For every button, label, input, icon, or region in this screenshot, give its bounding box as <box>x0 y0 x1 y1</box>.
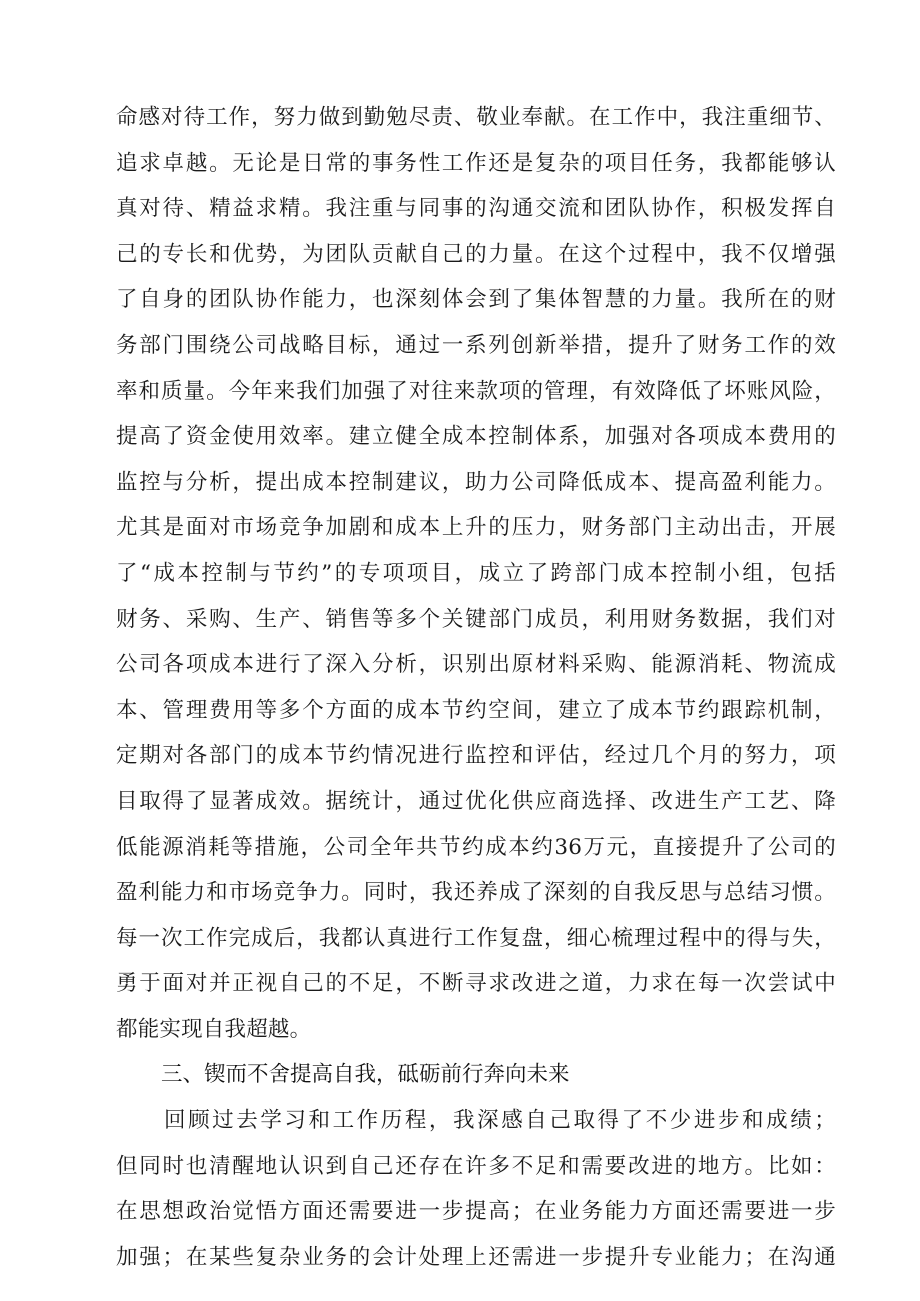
paragraph-line: 本、管理费用等多个方面的成本节约空间，建立了成本节约跟踪机制， <box>116 697 836 723</box>
paragraph-line: 盈利能力和市场竞争力。同时，我还养成了深刻的自我反思与总结习惯。 <box>116 880 836 906</box>
paragraph-line: 率和质量。今年来我们加强了对往来款项的管理，有效降低了坏账风险， <box>116 378 836 404</box>
paragraph-line: 命感对待工作，努力做到勤勉尽责、敬业奉献。在工作中，我注重细节、 <box>116 105 836 130</box>
paragraph-line: 务部门围绕公司战略目标，通过一系列创新举措，提升了财务工作的效 <box>116 332 836 358</box>
paragraph-line: 追求卓越。无论是日常的事务性工作还是复杂的项目任务，我都能够认 <box>116 150 836 176</box>
paragraph-line: 在思想政治觉悟方面还需要进一步提高；在业务能力方面还需要进一步 <box>116 1199 836 1225</box>
paragraph-1 <box>116 95 836 1052</box>
paragraph-line: 了“成本控制与节约”的专项项目，成立了跨部门成本控制小组，包括 <box>116 560 836 586</box>
paragraph-2 <box>116 1098 836 1280</box>
paragraph-line: 每一次工作完成后，我都认真进行工作复盘，细心梳理过程中的得与失， <box>116 925 836 951</box>
paragraph-line: 低能源消耗等措施，公司全年共节约成本约36万元，直接提升了公司的 <box>116 834 836 860</box>
paragraph-line: 勇于面对并正视自己的不足，不断寻求改进之道，力求在每一次尝试中 <box>116 971 836 997</box>
paragraph-line: 回顾过去学习和工作历程，我深感自己取得了不少进步和成绩； <box>164 1108 836 1134</box>
paragraph-line: 监控与分析，提出成本控制建议，助力公司降低成本、提高盈利能力。 <box>116 469 836 495</box>
paragraph-line: 定期对各部门的成本节约情况进行监控和评估，经过几个月的努力，项 <box>116 743 836 769</box>
paragraph-line: 目取得了显著成效。据统计，通过优化供应商选择、改进生产工艺、降 <box>116 788 836 814</box>
paragraph-line: 加强；在某些复杂业务的会计处理上还需进一步提升专业能力；在沟通 <box>116 1244 836 1270</box>
paragraph-line: 真对待、精益求精。我注重与同事的沟通交流和团队协作，积极发挥自 <box>116 196 836 222</box>
paragraph-line: 己的专长和优势，为团队贡献自己的力量。在这个过程中，我不仅增强 <box>116 241 836 267</box>
paragraph-line: 但同时也清醒地认识到自己还存在许多不足和需要改进的地方。比如： <box>116 1153 836 1179</box>
paragraph-line: 财务、采购、生产、销售等多个关键部门成员，利用财务数据，我们对 <box>116 606 836 632</box>
body-text <box>116 95 836 1280</box>
paragraph-line: 了自身的团队协作能力，也深刻体会到了集体智慧的力量。我所在的财 <box>116 287 836 313</box>
paragraph-line: 尤其是面对市场竞争加剧和成本上升的压力，财务部门主动出击，开展 <box>116 515 836 541</box>
paragraph-line: 都能实现自我超越。 <box>116 1016 312 1042</box>
paragraph-line: 公司各项成本进行了深入分析，识别出原材料采购、能源消耗、物流成 <box>116 652 836 678</box>
section-heading: 三、锲而不舍提高自我，砥砺前行奔向未来 <box>161 1062 570 1088</box>
paragraph-line: 提高了资金使用效率。建立健全成本控制体系，加强对各项成本费用的 <box>116 424 836 450</box>
